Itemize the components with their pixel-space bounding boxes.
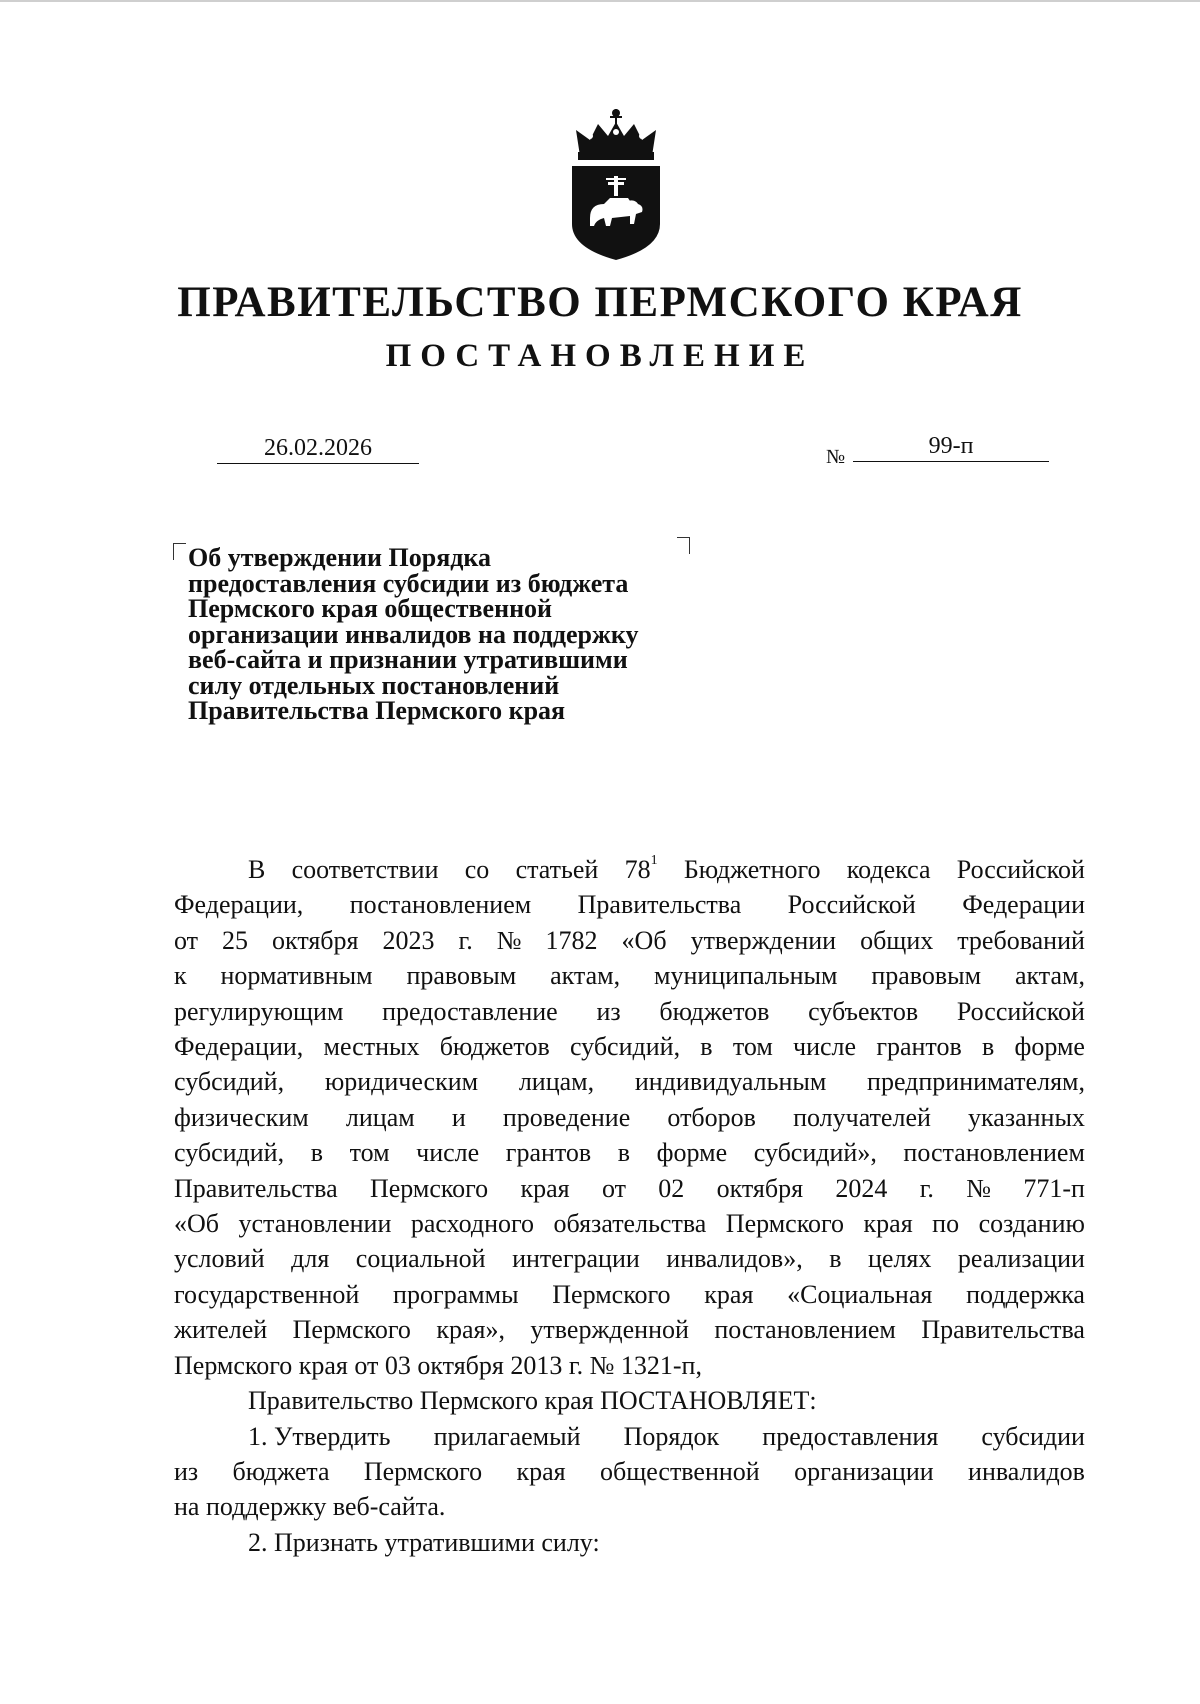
word: общественной: [599, 1456, 760, 1486]
word: 771-п: [1023, 1173, 1085, 1203]
word: кодекса: [846, 855, 931, 884]
paragraph-line: [174, 887, 1085, 922]
paragraph-line: [174, 1277, 1085, 1312]
word: «Социальная: [787, 1279, 933, 1309]
word: лицам: [345, 1102, 415, 1132]
heading-line: организации инвалидов на поддержку: [188, 619, 639, 649]
word: Правительства: [577, 890, 742, 920]
heading-line: силу отдельных постановлений: [188, 670, 560, 700]
word: бюджетов: [659, 996, 770, 1026]
word: Федерации,: [174, 1032, 304, 1062]
perm-krai-coat-of-arms-icon: [568, 106, 664, 262]
scan-top-edge: [0, 0, 1200, 2]
word: из: [596, 996, 621, 1026]
paragraph-line: [174, 1241, 1085, 1276]
word: числе: [416, 1138, 480, 1168]
word: в: [310, 1138, 323, 1168]
word: субъектов: [808, 996, 919, 1026]
paragraph-line: Пермского края от 03 октября 2013 г. № 1321-п,: [174, 1350, 702, 1380]
word: созданию: [978, 1209, 1085, 1239]
word: государственной: [174, 1279, 360, 1309]
word: В: [248, 855, 266, 884]
word: постановлением: [714, 1315, 896, 1345]
word: правовым: [871, 961, 982, 991]
word: со: [464, 855, 490, 884]
paragraph-line: Правительство Пермского края ПОСТАНОВЛЯЕТ:: [248, 1386, 817, 1416]
word: форме: [1014, 1032, 1085, 1062]
word: субсидии: [981, 1421, 1085, 1451]
paragraph-line: [174, 1029, 1085, 1064]
word: бюджета: [232, 1456, 330, 1486]
word: Пермского: [725, 1209, 845, 1239]
word: Пермского: [369, 1173, 489, 1203]
word: обязательства: [553, 1209, 707, 1239]
paragraph-line: [174, 1312, 1085, 1347]
word: «Об: [621, 925, 667, 955]
word: прилагаемый: [433, 1421, 581, 1451]
word: 25: [222, 925, 249, 955]
heading-line: предоставления субсидии из бюджета: [188, 568, 629, 598]
word: субсидий,: [569, 1032, 681, 1062]
word: проведение: [502, 1102, 631, 1132]
organization-title: ПРАВИТЕЛЬСТВО ПЕРМСКОГО КРАЯ: [177, 279, 1023, 326]
word: края: [520, 1173, 570, 1203]
word: правовым: [406, 961, 517, 991]
word: утверждении: [690, 925, 837, 955]
paragraph-line: [174, 852, 1085, 887]
paragraph-line: [174, 1454, 1085, 1489]
heading-line: Правительства Пермского края: [188, 696, 566, 725]
word: регулирующим: [174, 996, 344, 1026]
word: местных: [323, 1032, 420, 1062]
word: жителей: [174, 1315, 268, 1345]
word: том: [732, 1032, 773, 1062]
word: общих: [860, 925, 934, 955]
word: Пермского: [552, 1279, 671, 1309]
document-number: 99-п: [853, 432, 1049, 462]
word: г.: [919, 1173, 934, 1203]
word: в: [829, 1244, 842, 1274]
word: условий: [174, 1244, 265, 1274]
word: инвалидов: [968, 1456, 1085, 1486]
word: для: [291, 1244, 330, 1274]
word: физическим: [174, 1102, 309, 1132]
word: инвалидов»,: [666, 1244, 803, 1274]
word: числе: [793, 1032, 857, 1062]
paragraph-line: [174, 1171, 1085, 1206]
word: постановлением: [349, 890, 532, 920]
article-superscript: 1: [650, 853, 658, 869]
word: получателей: [793, 1102, 931, 1132]
document-heading: [188, 545, 708, 724]
word: Федерации,: [174, 890, 304, 920]
word: постановлением: [903, 1138, 1085, 1168]
word: предпринимателям,: [867, 1067, 1085, 1097]
document-type: ПОСТАНОВЛЕНИЕ: [385, 338, 815, 374]
word: Российской: [787, 890, 916, 920]
word: Бюджетного: [683, 855, 821, 884]
paragraph-line: на поддержку веб-сайта.: [174, 1492, 446, 1522]
word: Российской: [956, 996, 1085, 1026]
word: Пермского: [363, 1456, 483, 1486]
article-number-base: 78: [624, 855, 651, 884]
word: 1. Утвердить: [248, 1421, 391, 1451]
word: расходного: [410, 1209, 535, 1239]
word: установлении: [238, 1209, 392, 1239]
paragraph-line: [174, 994, 1085, 1029]
word: в: [617, 1138, 631, 1168]
word: указанных: [968, 1102, 1085, 1132]
word: 2023: [382, 925, 435, 955]
article-number: [625, 852, 658, 887]
word: к: [174, 961, 187, 991]
word: Правительства: [174, 1173, 338, 1203]
word: Порядок: [623, 1421, 720, 1451]
word: в: [700, 1032, 713, 1062]
word: г.: [458, 925, 473, 955]
word: отборов: [667, 1102, 756, 1132]
word: актам,: [550, 961, 621, 991]
word: программы: [393, 1279, 519, 1309]
word: форме: [656, 1138, 728, 1168]
heading-line: Об утверждении Порядка: [188, 543, 492, 572]
word: юридическим: [324, 1067, 479, 1097]
word: предоставления: [762, 1421, 939, 1451]
word: Правительства: [921, 1315, 1085, 1345]
word: «Об: [174, 1209, 220, 1239]
document-body: [174, 852, 1085, 1560]
heading-line: веб-сайта и признании утратившими: [188, 645, 628, 674]
word: том: [349, 1138, 390, 1168]
paragraph-1-lines: [174, 887, 1085, 1347]
word: социальной: [355, 1244, 486, 1274]
word: края»,: [436, 1315, 505, 1345]
word: октября: [716, 1173, 804, 1203]
word: №: [966, 1173, 992, 1203]
word: требований: [957, 925, 1085, 955]
word: по: [932, 1209, 960, 1239]
word: организации: [794, 1456, 934, 1486]
word: края: [704, 1279, 754, 1309]
word: бюджетов: [439, 1032, 550, 1062]
paragraph-line: [174, 958, 1085, 993]
word: Пермского: [292, 1315, 411, 1345]
word: от: [174, 925, 199, 955]
word: статьей: [515, 855, 599, 884]
word: грантов: [876, 1032, 962, 1062]
word: субсидий,: [174, 1138, 285, 1168]
paragraph-line: [174, 923, 1085, 958]
word: целях: [868, 1244, 932, 1274]
paragraph-line: 2. Признать утратившими силу:: [248, 1527, 600, 1557]
word: нормативным: [220, 961, 373, 991]
word: Российской: [956, 855, 1085, 884]
word: реализации: [957, 1244, 1085, 1274]
paragraph-line: [174, 1064, 1085, 1099]
word: края: [516, 1456, 566, 1486]
word: из: [174, 1456, 199, 1486]
word: интеграции: [512, 1244, 640, 1274]
word: грантов: [505, 1138, 592, 1168]
word: субсидий,: [174, 1067, 285, 1097]
word: края: [863, 1209, 913, 1239]
word: и: [451, 1102, 466, 1132]
paragraph-line: [174, 1100, 1085, 1135]
number-sign: №: [826, 446, 846, 468]
word: 2024: [835, 1173, 888, 1203]
word: №: [496, 925, 522, 955]
word: от: [601, 1173, 626, 1203]
word: муниципальным: [653, 961, 838, 991]
heading-line: Пермского края общественной: [188, 594, 553, 623]
word: поддержка: [966, 1279, 1085, 1309]
heading-corner-left: [173, 543, 186, 560]
paragraph-line: [174, 1206, 1085, 1241]
document-date: 26.02.2026: [217, 434, 419, 464]
word: Федерации: [962, 890, 1085, 920]
word: в: [981, 1032, 995, 1062]
word: октября: [272, 925, 359, 955]
paragraph-line: [174, 1419, 1085, 1454]
word: индивидуальным: [634, 1067, 827, 1097]
word: лицам,: [518, 1067, 595, 1097]
word: предоставление: [382, 996, 558, 1026]
paragraph-line: [174, 1135, 1085, 1170]
word: субсидий»,: [753, 1138, 877, 1168]
word: 02: [658, 1173, 685, 1203]
word: актам,: [1014, 961, 1085, 991]
word: соответствии: [291, 855, 439, 884]
word: утвержденной: [530, 1315, 689, 1345]
word: 1782: [545, 925, 598, 955]
